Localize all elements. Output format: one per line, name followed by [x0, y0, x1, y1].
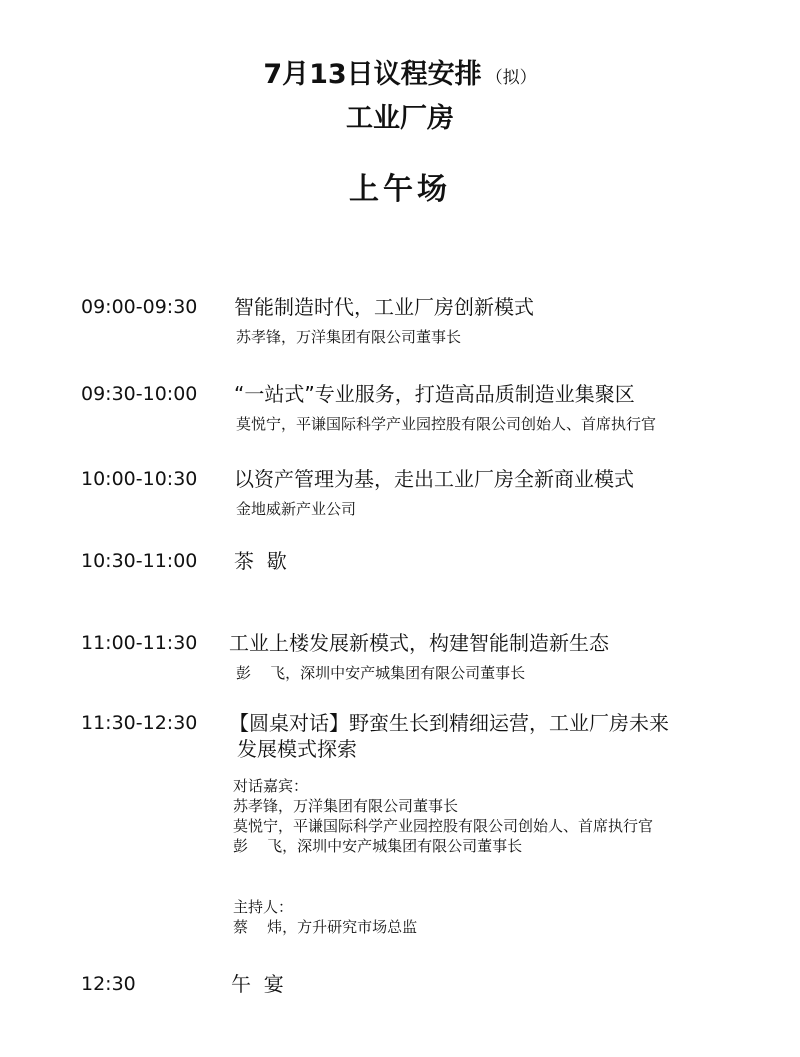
session-heading: 上午场 — [349, 172, 451, 207]
agenda-time: 12:30 — [81, 973, 136, 995]
host-label: 主持人： — [233, 898, 294, 916]
agenda-topic: 【圆桌对话】野蛮生长到精细运营，工业厂房未来 — [229, 711, 669, 735]
agenda-topic: 茶 歇 — [234, 549, 287, 573]
guest-entry: 苏孝锋，万洋集团有限公司董事长 — [233, 797, 459, 815]
agenda-time: 09:00-09:30 — [81, 296, 198, 318]
title-note: （拟） — [485, 68, 537, 88]
guest-entry: 彭 飞，深圳中安产城集团有限公司董事长 — [233, 837, 523, 855]
agenda-time: 11:00-11:30 — [81, 632, 198, 654]
agenda-topic: “一站式”专业服务，打造高品质制造业集聚区 — [234, 382, 635, 406]
agenda-topic: 午 宴 — [231, 972, 284, 996]
agenda-speaker: 彭 飞，深圳中安产城集团有限公司董事长 — [236, 664, 526, 682]
agenda-time: 11:30-12:30 — [81, 712, 198, 734]
agenda-time: 10:30-11:00 — [81, 550, 198, 572]
agenda-topic: 以资产管理为基，走出工业厂房全新商业模式 — [234, 467, 634, 491]
panel-host — [233, 897, 417, 937]
agenda-speaker: 苏孝锋，万洋集团有限公司董事长 — [236, 328, 462, 346]
agenda-time: 09:30-10:00 — [81, 383, 198, 405]
venue-heading: 工业厂房 — [346, 103, 454, 134]
agenda-time: 10:00-10:30 — [81, 468, 198, 490]
agenda-speaker: 莫悦宁，平谦国际科学产业园控股有限公司创始人、首席执行官 — [236, 415, 657, 433]
title-text: 7月13日议程安排 — [263, 59, 482, 90]
agenda-topic-continued: 发展模式探索 — [237, 737, 357, 761]
agenda-topic: 智能制造时代，工业厂房创新模式 — [234, 295, 534, 319]
agenda-speaker: 金地威新产业公司 — [236, 500, 357, 518]
panel-guests — [233, 776, 653, 856]
agenda-topic: 工业上楼发展新模式，构建智能制造新生态 — [229, 631, 609, 655]
guest-entry: 莫悦宁，平谦国际科学产业园控股有限公司创始人、首席执行官 — [233, 817, 654, 835]
host-entry: 蔡 炜，方升研究市场总监 — [233, 918, 418, 936]
guests-label: 对话嘉宾： — [233, 777, 309, 795]
